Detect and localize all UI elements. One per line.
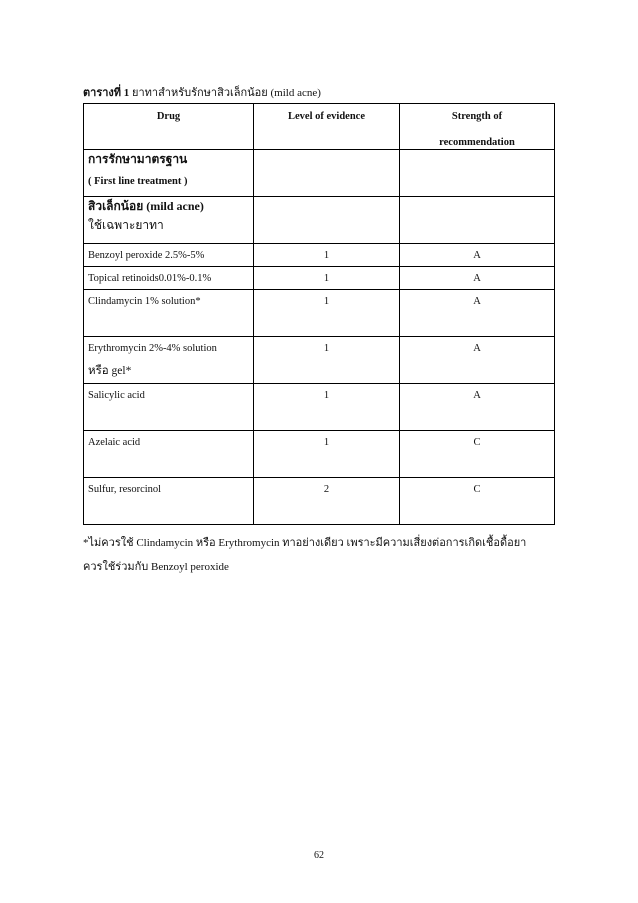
drug-cell: Topical retinoids0.01%-0.1% bbox=[84, 267, 254, 290]
empty-cell bbox=[254, 150, 400, 197]
page-number: 62 bbox=[314, 850, 324, 861]
evidence-cell: 2 bbox=[254, 478, 400, 525]
evidence-cell: 1 bbox=[254, 431, 400, 478]
table-row bbox=[84, 244, 555, 267]
footnote bbox=[83, 531, 563, 579]
table-row bbox=[84, 478, 555, 525]
strength-cell: A bbox=[400, 337, 555, 384]
section-first-line-en: ( First line treatment ) bbox=[88, 176, 188, 187]
empty-cell bbox=[400, 150, 555, 197]
drug-cell-line2: หรือ gel* bbox=[88, 365, 132, 377]
drug-cell-line1: Erythromycin 2%-4% solution bbox=[88, 343, 217, 354]
section-row-first-line bbox=[84, 150, 555, 197]
drug-cell: Benzoyl peroxide 2.5%-5% bbox=[84, 244, 254, 267]
section-first-line-label bbox=[84, 150, 254, 197]
table-row bbox=[84, 337, 555, 384]
strength-cell: C bbox=[400, 478, 555, 525]
drug-cell: Salicylic acid bbox=[84, 384, 254, 431]
table-row bbox=[84, 290, 555, 337]
section-first-line-thai: การรักษามาตรฐาน bbox=[88, 152, 188, 166]
header-strength-line2: recommendation bbox=[439, 137, 515, 148]
header-strength bbox=[400, 104, 555, 150]
table-caption bbox=[83, 83, 553, 101]
table-caption-label: ตารางที่ 1 bbox=[83, 87, 130, 99]
drug-cell: Azelaic acid bbox=[84, 431, 254, 478]
header-strength-line1: Strength of bbox=[451, 111, 503, 122]
section-mild-acne-label bbox=[84, 197, 254, 244]
strength-cell: A bbox=[400, 290, 555, 337]
evidence-cell: 1 bbox=[254, 384, 400, 431]
header-drug: Drug bbox=[84, 104, 254, 150]
evidence-cell: 1 bbox=[254, 337, 400, 384]
footnote-line2: ควรใช้ร่วมกับ Benzoyl peroxide bbox=[83, 561, 229, 573]
section-row-mild-acne bbox=[84, 197, 555, 244]
table-row bbox=[84, 384, 555, 431]
strength-cell: C bbox=[400, 431, 555, 478]
table-row bbox=[84, 431, 555, 478]
table-row bbox=[84, 267, 555, 290]
footnote-line1: *ไม่ควรใช้ Clindamycin หรือ Erythromycin ทาอย่างเดียว เพราะมีความเสี่ยงต่อการเกิดเชื้อดื้อยา bbox=[83, 537, 527, 549]
section-mild-acne-thai2: ใช้เฉพาะยาทา bbox=[88, 218, 164, 232]
empty-cell bbox=[400, 197, 555, 244]
empty-cell bbox=[254, 197, 400, 244]
evidence-cell: 1 bbox=[254, 267, 400, 290]
drug-cell: Sulfur, resorcinol bbox=[84, 478, 254, 525]
evidence-cell: 1 bbox=[254, 290, 400, 337]
evidence-cell: 1 bbox=[254, 244, 400, 267]
drug-cell: Clindamycin 1% solution* bbox=[84, 290, 254, 337]
strength-cell: A bbox=[400, 267, 555, 290]
table-header-row bbox=[84, 104, 555, 150]
strength-cell: A bbox=[400, 244, 555, 267]
header-evidence: Level of evidence bbox=[254, 104, 400, 150]
section-mild-acne-thai: สิวเล็กน้อย (mild acne) bbox=[88, 199, 204, 213]
table-caption-text: ยาทาสำหรับรักษาสิวเล็กน้อย (mild acne) bbox=[129, 87, 321, 99]
strength-cell: A bbox=[400, 384, 555, 431]
drug-cell bbox=[84, 337, 254, 384]
treatment-table bbox=[83, 103, 555, 525]
